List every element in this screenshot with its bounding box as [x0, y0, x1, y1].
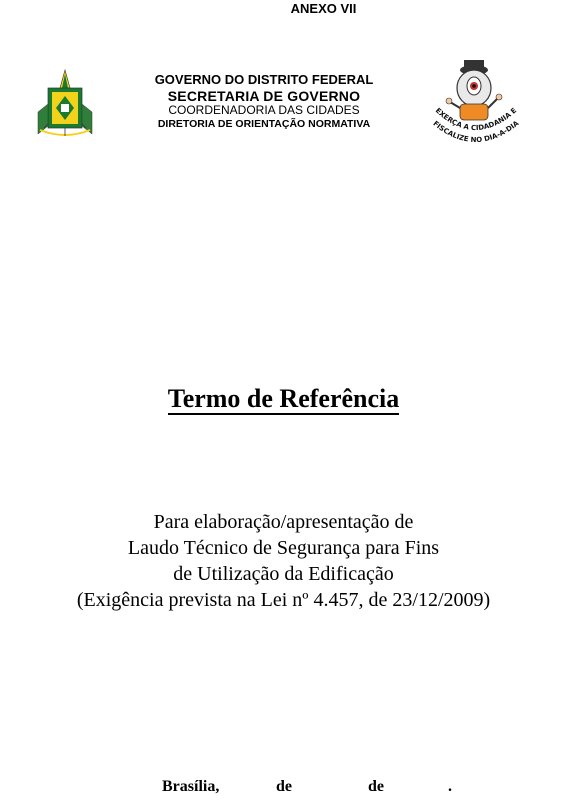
place-city: Brasília,	[162, 778, 220, 795]
document-title-text: Termo de Referência	[167, 384, 400, 413]
purpose-line: (Exigência prevista na Lei nº 4.457, de 23/12/2009)	[76, 589, 491, 611]
header-secretariat: SECRETARIA DE GOVERNO	[167, 87, 361, 104]
date-de-2: de	[368, 778, 384, 795]
document-purpose	[0, 509, 567, 613]
purpose-line: Laudo Técnico de Segurança para Fins	[127, 537, 440, 559]
header-coordination: COORDENADORIA DAS CIDADES	[168, 103, 360, 118]
date-end-period: .	[448, 778, 452, 795]
mascot-arc-top: EXERÇA A CIDADANIA E	[433, 106, 519, 133]
document-title	[0, 384, 567, 414]
header-government: GOVERNO DO DISTRITO FEDERAL	[154, 72, 374, 87]
df-coat-of-arms-icon	[34, 68, 96, 140]
purpose-line: Para elaboração/apresentação de	[153, 511, 414, 533]
annex-label: ANEXO VII	[290, 1, 357, 16]
mascot-arc-bottom: FISCALIZE NO DIA-A-DIA	[431, 119, 521, 144]
citizenship-mascot-icon	[420, 56, 530, 144]
place-date-line	[0, 778, 567, 802]
institution-header	[118, 73, 410, 130]
header-directorate: DIRETORIA DE ORIENTAÇÃO NORMATIVA	[157, 117, 371, 130]
date-de-1: de	[276, 778, 292, 795]
purpose-line: de Utilização da Edificação	[173, 563, 394, 585]
